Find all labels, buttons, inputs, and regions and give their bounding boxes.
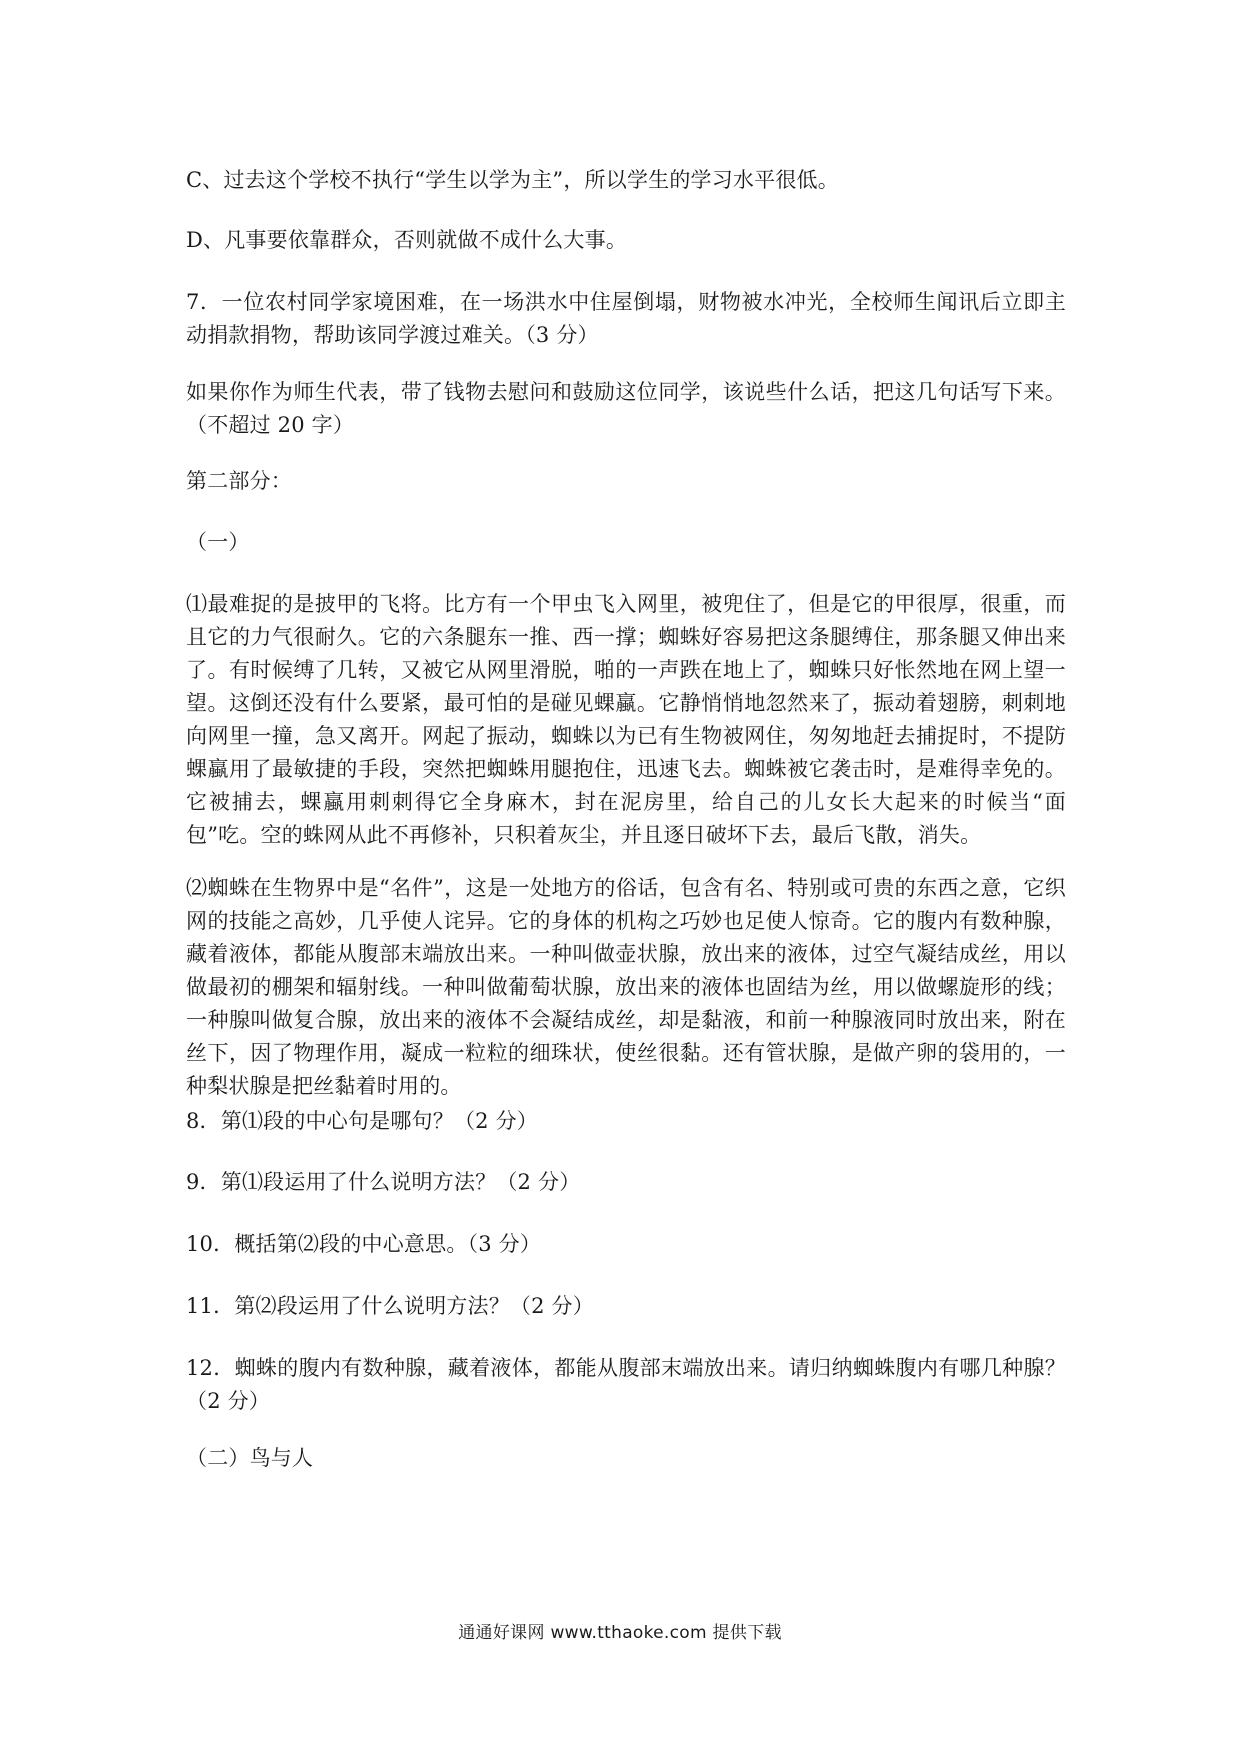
option-d: D、凡事要依靠群众，否则就做不成什么大事。 <box>186 228 628 252</box>
question-7-prompt: 如果你作为师生代表，带了钱物去慰问和鼓励这位同学，该说些什么话，把这几句话写下来。（不超过 20 字） <box>186 380 1066 437</box>
question-12: 12．蜘蛛的腹内有数种腺，藏着液体，都能从腹部末端放出来。请归纳蜘蛛腹内有哪几种腺？（2 分） <box>186 1356 1066 1413</box>
question-11: 11．第⑵段运用了什么说明方法？（2 分） <box>186 1294 594 1318</box>
part-two-heading: 第二部分： <box>186 469 292 493</box>
question-8: 8．第⑴段的中心句是哪句？（2 分） <box>186 1109 538 1133</box>
paragraph-2: ⑵蜘蛛在生物界中是“名件”，这是一处地方的俗话，包含有名、特别或可贵的东西之意，它织网的技能之高妙，几乎使人诧异。它的身体的机构之巧妙也足使人惊奇。它的腹内有数种腺，藏着液体，都能从腹部末端放出来。一种叫做壶状腺，放出来的液体，过空气凝结成丝，用以做最初的棚架和辐射线。一种叫做葡萄状腺，放出来的液体也固结为丝，用以做螺旋形的线；一种腺叫做复合腺，放出来的液体不会凝结成丝，却是黏液，和前一种腺液同时放出来，附在丝下，因了物理作用，凝成一粒粒的细珠状，使丝很黏。还有管状腺，是做产卵的袋用的，一种梨状腺是把丝黏着时用的。 <box>186 876 1066 1098</box>
question-9: 9．第⑴段运用了什么说明方法？（2 分） <box>186 1170 581 1194</box>
section-two-heading: （二）鸟与人 <box>186 1446 314 1470</box>
footer-text: 通通好课网 www.tthaoke.com 提供下载 <box>458 1623 782 1643</box>
question-7: 7．一位农村同学家境困难，在一场洪水中住屋倒塌，财物被水冲光，全校师生闻讯后立即主动捐款捐物，帮助该同学渡过难关。（3 分） <box>186 290 1066 347</box>
section-one-heading: （一） <box>186 530 250 554</box>
question-10: 10．概括第⑵段的中心意思。（3 分） <box>186 1232 542 1256</box>
option-c: C、过去这个学校不执行“学生以学为主”，所以学生的学习水平很低。 <box>186 168 839 192</box>
paragraph-1: ⑴最难捉的是披甲的飞将。比方有一个甲虫飞入网里，被兜住了，但是它的甲很厚，很重，而且它的力气很耐久。它的六条腿东一推、西一撑；蜘蛛好容易把这条腿缚住，那条腿又伸出来了。有时候缚了几转，又被它从网里滑脱，啪的一声跌在地上了，蜘蛛只好怅然地在网上望一望。这倒还没有什么要紧，最可怕的是碰见蜾蠃。它静悄悄地忽然来了，振动着翅膀，刺刺地向网里一撞，急又离开。网起了振动，蜘蛛以为已有生物被网住，匆匆地赶去捕捉时，不提防蜾蠃用了最敏捷的手段，突然把蜘蛛用腿抱住，迅速飞去。蜘蛛被它袭击时，是难得幸免的。它被捕去，蜾蠃用刺刺得它全身麻木，封在泥房里，给自己的儿女长大起来的时候当“面包”吃。空的蛛网从此不再修补，只积着灰尘，并且逐日破坏下去，最后飞散，消失。 <box>186 592 1066 847</box>
